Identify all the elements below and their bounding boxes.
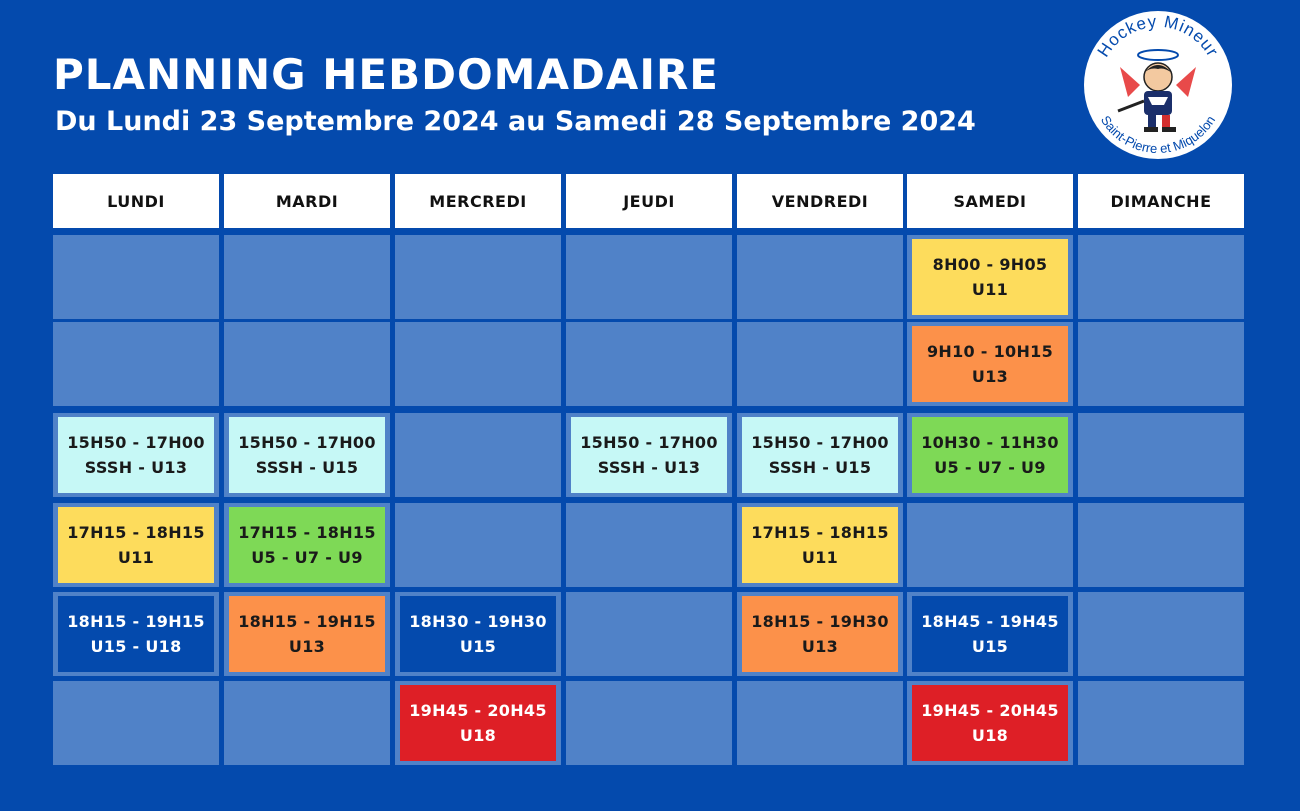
- slot-mardi-6: [224, 681, 390, 765]
- slot-jeudi-2: [566, 322, 732, 406]
- slot-lundi-1: [53, 235, 219, 319]
- event-block[interactable]: [58, 507, 214, 583]
- slot-jeudi-5: [566, 592, 732, 676]
- event-block[interactable]: [912, 239, 1068, 315]
- day-header-samedi: SAMEDI: [907, 174, 1073, 228]
- event-group: U15: [971, 637, 1009, 656]
- slot-dimanche-5: [1078, 592, 1244, 676]
- event-block[interactable]: [912, 326, 1068, 402]
- event-block[interactable]: [58, 596, 214, 672]
- event-group: U5 - U7 - U9: [251, 548, 363, 567]
- event-block[interactable]: [912, 596, 1068, 672]
- slot-mercredi-3: [395, 413, 561, 497]
- svg-text:Saint-Pierre et Miquelon: Saint-Pierre et Miquelon: [1097, 112, 1219, 157]
- slot-dimanche-3: [1078, 413, 1244, 497]
- event-time: 19H45 - 20H45: [409, 701, 547, 720]
- event-group: U13: [801, 637, 839, 656]
- event-block[interactable]: [58, 417, 214, 493]
- day-header-dimanche: DIMANCHE: [1078, 174, 1244, 228]
- slot-samedi-4: [907, 503, 1073, 587]
- slot-mercredi-2: [395, 322, 561, 406]
- event-time: 17H15 - 18H15: [67, 523, 205, 542]
- event-group: U15: [459, 637, 497, 656]
- slot-lundi-2: [53, 322, 219, 406]
- logo-graphic: [1078, 5, 1238, 165]
- event-time: 17H15 - 18H15: [751, 523, 889, 542]
- event-time: 17H15 - 18H15: [238, 523, 376, 542]
- event-group: U18: [459, 726, 497, 745]
- slot-jeudi-1: [566, 235, 732, 319]
- event-time: 15H50 - 17H00: [238, 433, 376, 452]
- slot-mercredi-4: [395, 503, 561, 587]
- page-title: PLANNING HEBDOMADAIRE: [53, 50, 719, 99]
- event-time: 10H30 - 11H30: [921, 433, 1059, 452]
- event-time: 19H45 - 20H45: [921, 701, 1059, 720]
- day-header-mercredi: MERCREDI: [395, 174, 561, 228]
- hockey-logo: [1078, 5, 1238, 165]
- event-time: 18H45 - 19H45: [921, 612, 1059, 631]
- event-group: SSSH - U15: [768, 458, 872, 477]
- slot-vendredi-6: [737, 681, 903, 765]
- event-group: SSSH - U13: [84, 458, 188, 477]
- event-time: 18H15 - 19H30: [751, 612, 889, 631]
- slot-dimanche-6: [1078, 681, 1244, 765]
- event-block[interactable]: [400, 685, 556, 761]
- day-header-jeudi: JEUDI: [566, 174, 732, 228]
- slot-dimanche-4: [1078, 503, 1244, 587]
- slot-mardi-2: [224, 322, 390, 406]
- event-time: 15H50 - 17H00: [580, 433, 718, 452]
- slot-vendredi-2: [737, 322, 903, 406]
- svg-text:Hockey Mineur: Hockey Mineur: [1093, 11, 1223, 61]
- slot-jeudi-4: [566, 503, 732, 587]
- event-group: U5 - U7 - U9: [934, 458, 1046, 477]
- event-group: U18: [971, 726, 1009, 745]
- slot-jeudi-6: [566, 681, 732, 765]
- event-group: U11: [117, 548, 155, 567]
- event-group: U13: [971, 367, 1009, 386]
- event-block[interactable]: [742, 507, 898, 583]
- day-header-lundi: LUNDI: [53, 174, 219, 228]
- event-block[interactable]: [229, 417, 385, 493]
- event-block[interactable]: [400, 596, 556, 672]
- event-time: 18H30 - 19H30: [409, 612, 547, 631]
- event-time: 9H10 - 10H15: [926, 342, 1054, 361]
- event-time: 15H50 - 17H00: [751, 433, 889, 452]
- event-group: U11: [971, 280, 1009, 299]
- event-block[interactable]: [912, 685, 1068, 761]
- event-block[interactable]: [742, 417, 898, 493]
- event-group: SSSH - U13: [597, 458, 701, 477]
- event-time: 18H15 - 19H15: [67, 612, 205, 631]
- day-header-vendredi: VENDREDI: [737, 174, 903, 228]
- event-block[interactable]: [229, 507, 385, 583]
- slot-dimanche-1: [1078, 235, 1244, 319]
- event-block[interactable]: [229, 596, 385, 672]
- slot-dimanche-2: [1078, 322, 1244, 406]
- day-header-mardi: MARDI: [224, 174, 390, 228]
- slot-lundi-6: [53, 681, 219, 765]
- event-block[interactable]: [742, 596, 898, 672]
- event-group: U15 - U18: [90, 637, 182, 656]
- event-time: 18H15 - 19H15: [238, 612, 376, 631]
- event-block[interactable]: [912, 417, 1068, 493]
- slot-vendredi-1: [737, 235, 903, 319]
- page-subtitle: Du Lundi 23 Septembre 2024 au Samedi 28 Septembre 2024: [55, 106, 976, 137]
- event-group: SSSH - U15: [255, 458, 359, 477]
- event-time: 8H00 - 9H05: [932, 255, 1048, 274]
- slot-mardi-1: [224, 235, 390, 319]
- slot-mercredi-1: [395, 235, 561, 319]
- event-group: U13: [288, 637, 326, 656]
- event-block[interactable]: [571, 417, 727, 493]
- event-time: 15H50 - 17H00: [67, 433, 205, 452]
- event-group: U11: [801, 548, 839, 567]
